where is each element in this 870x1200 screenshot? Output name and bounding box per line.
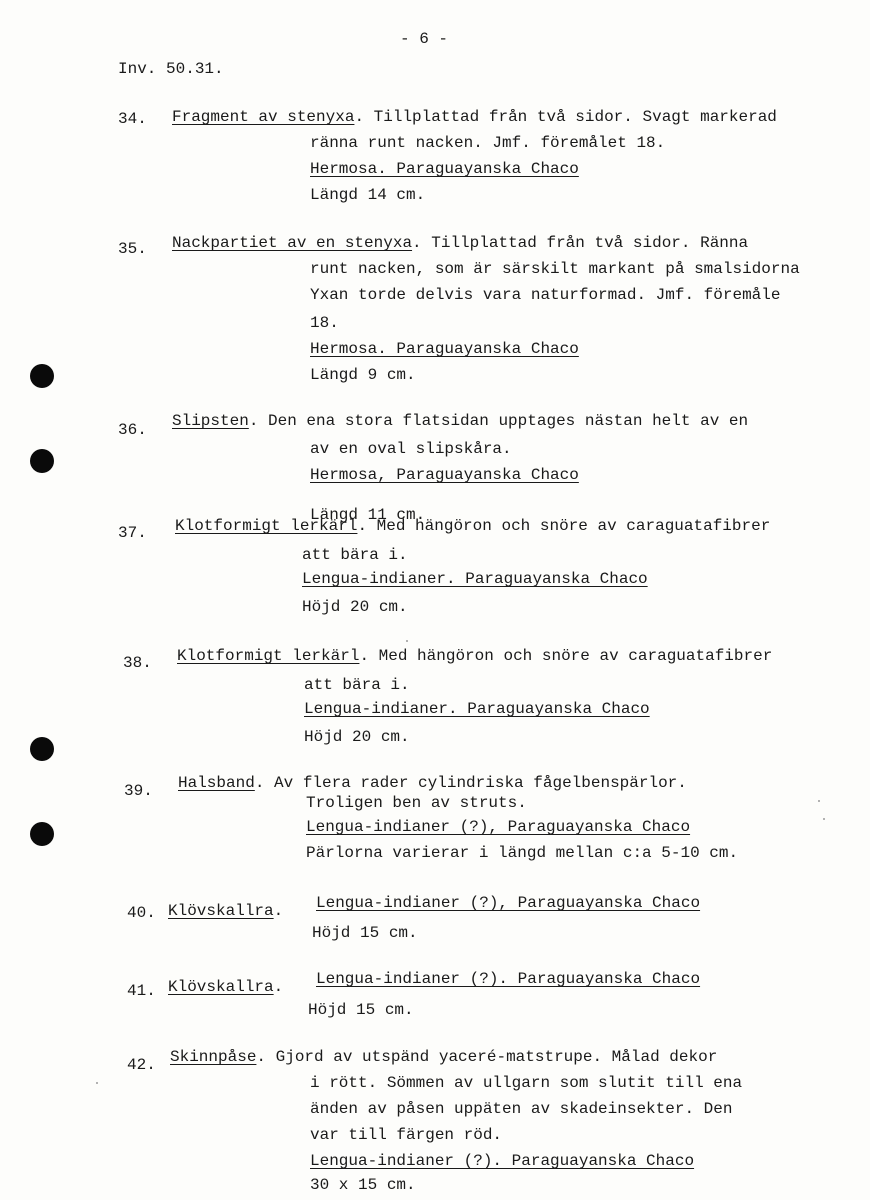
entry-description-line: änden av påsen uppäten av skadeinsekter. Den (310, 1100, 733, 1118)
entry-description-line: runt nacken, som är särskilt markant på smalsidorna (310, 260, 800, 278)
entry-locality: Hermosa, Paraguayanska Chaco (310, 466, 579, 484)
entry-heading (168, 978, 283, 996)
entry-title: Skinnpåse (170, 1048, 257, 1066)
entry-measure: Längd 9 cm. (310, 366, 416, 384)
punch-hole (30, 822, 54, 846)
entry-title: Slipsten (172, 412, 249, 430)
entry-locality: Lengua-indianer (?). Paraguayanska Chaco (310, 1152, 695, 1170)
entry-description-line: Yxan torde delvis vara naturformad. Jmf. föremåle (310, 286, 781, 304)
scan-speck (406, 640, 408, 642)
entry-number: 41. (127, 982, 156, 1000)
entry-description-line: av en oval slipskåra. (310, 440, 512, 458)
entry-heading (175, 517, 770, 535)
entry-description-line: att bära i. (302, 546, 408, 564)
entry-heading (177, 647, 772, 665)
entry-description-line: ränna runt nacken. Jmf. föremålet 18. (310, 134, 666, 152)
entry-number: 35. (118, 240, 147, 258)
entry-title: Nackpartiet av en stenyxa (172, 234, 413, 252)
entry-measure: 30 x 15 cm. (310, 1176, 416, 1194)
entry-description-line: 18. (310, 314, 339, 332)
entry-title: Halsband (178, 774, 255, 792)
entry-locality: Lengua-indianer (?), Paraguayanska Chaco (316, 894, 701, 912)
entry-heading (172, 234, 748, 252)
entry-description-line: var till färgen röd. (310, 1126, 503, 1144)
entry-description: . Den ena stora flatsidan upptages nästan helt av en (248, 412, 749, 430)
entry-description: . Med hängöron och snöre av caraguatafibrer (359, 647, 773, 665)
entry-description: . Tillplattad från två sidor. Svagt markerad (354, 108, 777, 126)
entry-description-line: i rött. Sömmen av ullgarn som slutit till ena (310, 1074, 743, 1092)
entry-locality: Lengua-indianer. Paraguayanska Chaco (304, 700, 650, 718)
entry-number: 40. (127, 904, 156, 922)
entry-locality: Hermosa. Paraguayanska Chaco (310, 340, 579, 358)
entry-measure: Höjd 20 cm. (302, 598, 408, 616)
entry-locality: Lengua-indianer (?). Paraguayanska Chaco (316, 970, 701, 988)
entry-measure: Pärlorna varierar i längd mellan c:a 5-10 cm. (306, 844, 739, 862)
entry-heading (178, 774, 687, 792)
entry-title: Fragment av stenyxa (172, 108, 355, 126)
entry-title: Klövskallra (168, 902, 274, 920)
entry-number: 39. (124, 782, 153, 800)
entry-measure: Höjd 15 cm. (312, 924, 418, 942)
entry-locality: Hermosa. Paraguayanska Chaco (310, 160, 579, 178)
entry-description: . Av flera rader cylindriska fågelbenspärlor. (254, 774, 687, 792)
entry-measure: Längd 11 cm. (310, 506, 426, 524)
punch-hole (30, 364, 54, 388)
entry-number: 34. (118, 110, 147, 128)
entry-heading (172, 108, 777, 126)
entry-description: . (273, 978, 284, 996)
scan-speck (96, 1082, 98, 1084)
entry-title: Klotformigt lerkärl (177, 647, 360, 665)
entry-title: Klotformigt lerkärl (175, 517, 358, 535)
punch-hole (30, 449, 54, 473)
scan-speck (823, 818, 825, 820)
entry-heading (172, 412, 748, 430)
entry-heading (170, 1048, 717, 1066)
entry-number: 36. (118, 421, 147, 439)
entry-description: . Gjord av utspänd yaceré-matstrupe. Målad dekor (256, 1048, 718, 1066)
entry-description: . (273, 902, 284, 920)
entry-heading (168, 902, 283, 920)
inventory-number: Inv. 50.31. (118, 60, 224, 78)
scan-speck (818, 800, 820, 802)
entry-locality: Lengua-indianer (?), Paraguayanska Chaco (306, 818, 691, 836)
entry-number: 37. (118, 524, 147, 542)
entry-number: 42. (127, 1056, 156, 1074)
punch-hole (30, 737, 54, 761)
entry-locality: Lengua-indianer. Paraguayanska Chaco (302, 570, 648, 588)
entry-number: 38. (123, 654, 152, 672)
entry-measure: Längd 14 cm. (310, 186, 426, 204)
entry-description: . Med hängöron och snöre av caraguatafibrer (357, 517, 771, 535)
entry-description-line: Troligen ben av struts. (306, 794, 527, 812)
entry-description: . Tillplattad från två sidor. Ränna (412, 234, 749, 252)
entry-title: Klövskallra (168, 978, 274, 996)
page-number: - 6 - (400, 30, 449, 48)
entry-measure: Höjd 15 cm. (308, 1001, 414, 1019)
entry-description-line: att bära i. (304, 676, 410, 694)
entry-measure: Höjd 20 cm. (304, 728, 410, 746)
